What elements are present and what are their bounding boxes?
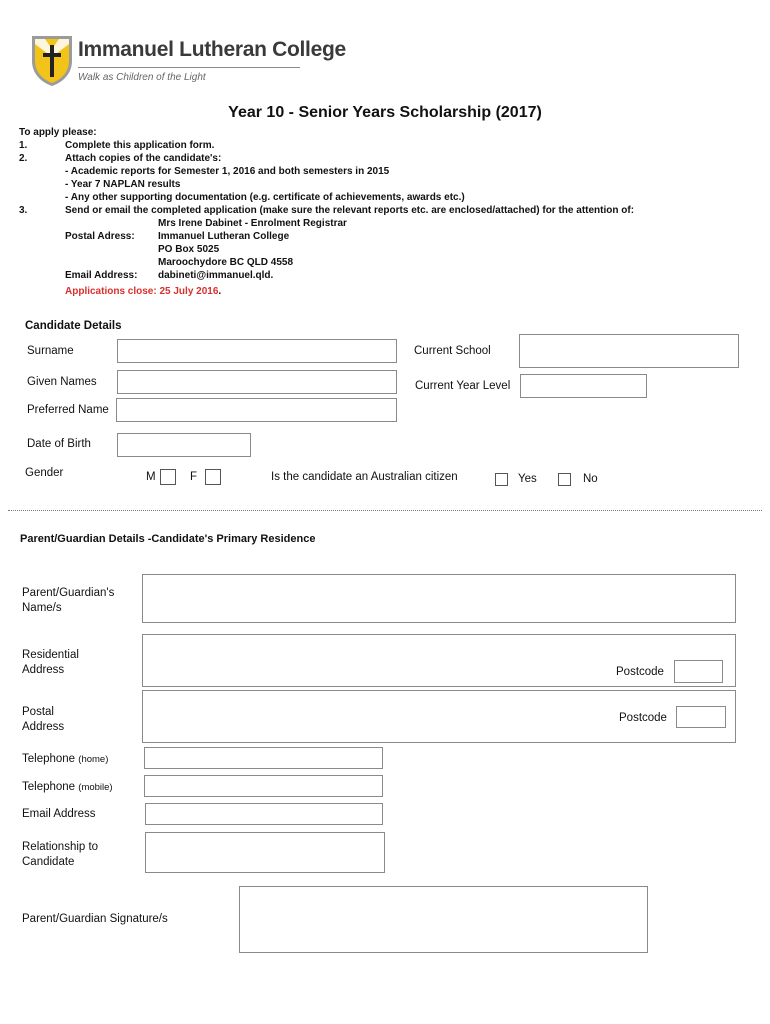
residential-postcode-field[interactable] [674,660,723,683]
shield-cross-icon [31,35,73,87]
guardian-details-heading: Parent/Guardian Details -Candidate's Primary Residence [20,533,316,545]
college-motto: Walk as Children of the Light [78,72,206,83]
form-title: Year 10 - Senior Years Scholarship (2017) [228,104,542,121]
relationship-label-line: Relationship to [22,841,99,853]
postal-line: Maroochydore BC QLD 4558 [158,257,294,268]
guardian-names-field[interactable] [142,574,736,623]
gender-female-label: F [190,471,198,483]
telephone-home-field[interactable] [144,747,383,769]
citizen-question: Is the candidate an Australian citizen [271,471,458,483]
close-period: . [218,286,222,297]
college-name: Immanuel Lutheran College [78,38,346,61]
postal-postcode-field[interactable] [676,706,726,728]
citizen-no-label: No [583,473,598,485]
close-date: Applications close: 25 July 2016 [65,286,219,297]
telephone-text: Telephone [22,753,76,765]
citizen-yes-label: Yes [518,473,537,485]
signature-field[interactable] [239,886,648,953]
attention-name: Mrs Irene Dabinet - Enrolment Registrar [158,218,347,229]
relationship-label [22,840,98,870]
email-address-field[interactable] [145,803,383,825]
telephone-mobile-label [22,781,113,793]
current-school-label: Current School [414,345,491,357]
residential-address-label-line: Address [22,664,65,676]
telephone-text: Telephone [22,781,76,793]
step-text: Complete this application form. [65,140,215,151]
step-subitem: - Any other supporting documentation (e.g. certificate of achievements, awards etc.) [65,192,465,203]
email-address-label: Email Address [22,808,96,820]
current-school-field[interactable] [519,334,739,368]
step-subitem: - Year 7 NAPLAN results [65,179,181,190]
guardian-names-label [22,586,114,616]
step-number: 2. [19,153,28,164]
step-subitem: - Academic reports for Semester 1, 2016 and both semesters in 2015 [65,166,390,177]
postal-address-label-line: Postal [22,706,54,718]
residential-address-label [22,648,79,678]
gender-label: Gender [25,467,64,479]
relationship-field[interactable] [145,832,385,873]
email-value: dabineti@immanuel.qld. [158,270,274,281]
surname-field[interactable] [117,339,397,363]
telephone-home-qualifier: (home) [78,754,109,765]
postal-address-label [22,705,64,735]
candidate-details-heading: Candidate Details [25,320,122,332]
current-year-level-label: Current Year Level [415,380,511,392]
step-text: Send or email the completed application (make sure the relevant reports etc. are enclosed/attached) for the attention of: [65,205,635,216]
relationship-label-line: Candidate [22,856,75,868]
postal-label: Postal Adress: [65,231,135,242]
step-number: 1. [19,140,28,151]
current-year-level-field[interactable] [520,374,647,398]
date-of-birth-label: Date of Birth [27,438,91,450]
residential-address-label-line: Residential [22,649,79,661]
gender-male-checkbox[interactable] [160,469,176,485]
citizen-no-checkbox[interactable] [558,473,571,486]
postal-line: PO Box 5025 [158,244,220,255]
postal-postcode-label: Postcode [619,712,667,724]
gender-male-label: M [146,471,156,483]
postal-address-label-line: Address [22,721,65,733]
instructions-intro: To apply please: [19,127,97,138]
given-names-field[interactable] [117,370,397,394]
telephone-mobile-qualifier: (mobile) [78,782,113,793]
applications-close-notice [65,285,221,298]
telephone-mobile-field[interactable] [144,775,383,797]
preferred-name-field[interactable] [116,398,397,422]
date-of-birth-field[interactable] [117,433,251,457]
header-divider [78,67,300,68]
guardian-names-label-line: Parent/Guardian's [22,587,115,599]
gender-female-checkbox[interactable] [205,469,221,485]
signature-label: Parent/Guardian Signature/s [22,913,168,925]
section-divider [8,510,762,511]
residential-address-field[interactable] [142,634,736,687]
college-logo [31,35,73,87]
residential-postcode-label: Postcode [616,666,664,678]
step-number: 3. [19,205,28,216]
email-label: Email Address: [65,270,138,281]
given-names-label: Given Names [27,376,97,388]
telephone-home-label [22,753,108,765]
preferred-name-label: Preferred Name [27,404,109,416]
postal-line: Immanuel Lutheran College [158,231,290,242]
surname-label: Surname [27,345,74,357]
citizen-yes-checkbox[interactable] [495,473,508,486]
step-text: Attach copies of the candidate's: [65,153,222,164]
guardian-names-label-line: Name/s [22,602,62,614]
